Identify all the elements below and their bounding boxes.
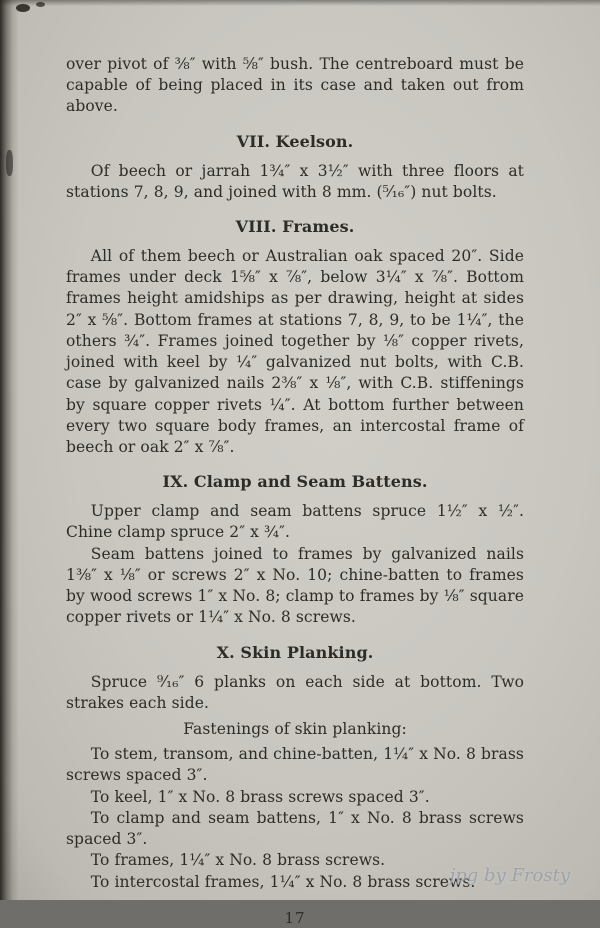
- fastening-item-clamp: To clamp and seam battens, 1″ x No. 8 brass screws spaced 3″.: [66, 808, 524, 849]
- page-content: [66, 54, 524, 928]
- paragraph-skin-planking: Spruce ⁹⁄₁₆″ 6 planks on each side at bottom. Two strakes each side.: [66, 672, 524, 712]
- section-heading-skin-planking: X. Skin Planking.: [216, 642, 374, 662]
- scan-artifact-speck: [6, 150, 13, 176]
- fastening-item-keel: To keel, 1″ x No. 8 brass screws spaced 3″.: [90, 787, 430, 806]
- paragraph-keelson: Of beech or jarrah 1¾″ x 3½″ with three floors at stations 7, 8, 9, and joined with 8 mm. (⁵⁄₁₆″) nut bolts.: [66, 161, 524, 201]
- paragraph-frames: All of them beech or Australian oak spaced 20″. Side frames under deck 1⅝″ x ⅞″, below 3¼″ x ⅞″. Bottom frames height amidships as per drawing, height at sides 2″ x ⅝″. Bottom frames at stations 7, 8, 9, to be 1¼″, the others ¾″. Frames joined together by ⅛″ copper rivets, joined with keel by ¼″ galvanized nut bolts, with C.B. case by galvanized nails 2⅜″ x ⅛″, with C.B. stiffenings by square copper rivets ¼″. At bottom further between every two square body frames, an intercostal frame of beech or oak 2″ x ⅞″.: [66, 246, 524, 457]
- paragraph-clamp-battens-2: Seam battens joined to frames by galvanized nails 1⅜″ x ⅛″ or screws 2″ x No. 10; chine-batten to frames by wood screws 1″ x No. 8; clamp to frames by ⅛″ square copper rivets or 1¼″ x No. 8 screws.: [66, 544, 524, 627]
- page-number: 17: [284, 908, 306, 927]
- paragraph-continuation: over pivot of ⅜″ with ⅝″ bush. The centreboard must be capable of being placed in its case and taken out from above.: [66, 55, 524, 116]
- paragraph-clamp-battens-1: Upper clamp and seam battens spruce 1½″ x ½″. Chine clamp spruce 2″ x ¾″.: [66, 502, 524, 542]
- page-top-shadow: [0, 0, 600, 6]
- section-heading-keelson: VII. Keelson.: [236, 131, 354, 151]
- subheading-fastenings: Fastenings of skin planking:: [183, 720, 407, 739]
- scan-artifact-speck: [16, 4, 30, 12]
- page-gutter-shadow: [0, 0, 18, 900]
- section-heading-frames: VIII. Frames.: [235, 217, 355, 237]
- fastening-item-frames: To frames, 1¼″ x No. 8 brass screws.: [90, 851, 386, 870]
- section-heading-clamp-seam-battens: IX. Clamp and Seam Battens.: [162, 472, 428, 492]
- scan-artifact-speck: [36, 2, 45, 7]
- watermark-credit: jpg by Frosty: [449, 865, 570, 886]
- fastening-item-intercostal: To intercostal frames, 1¼″ x No. 8 brass screws.: [90, 872, 476, 891]
- fastening-item-stem: To stem, transom, and chine-batten, 1¼″ x No. 8 brass screws spaced 3″.: [66, 745, 524, 785]
